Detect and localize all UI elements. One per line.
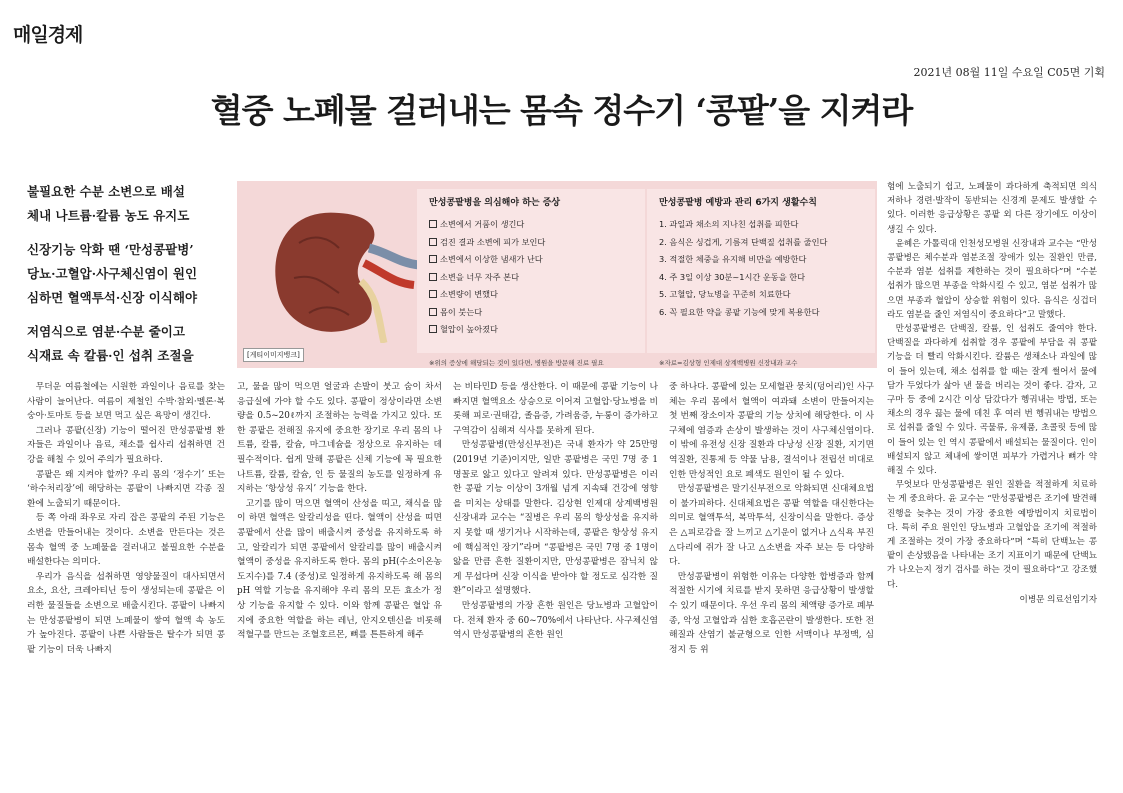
kidney-illustration	[269, 203, 419, 343]
symptom-item: 혈압이 높아졌다	[429, 321, 645, 339]
paragraph: 중 하나다. 콩팥에 있는 모세혈관 뭉치(덩어리)인 사구체는 우리 몸에서 혈액이 여과돼 소변이 만들어지는 첫 번째 장소이자 콩팥의 기능 상치에 해당한다. 이 사구체에 염증과 손상이 발생하는 것이 사구체신염이다. 이 밖에 유전성 신장 질환과 다낭성 신장 질환, 지기면역질환, 진통제 등 약물 남용, 결석이나 전립선 비대로 인한 만성적인 요로 폐색도 원인이 될 수 있다.	[669, 382, 874, 480]
paragraph: 고, 물을 많이 먹으면 얼굴과 손발이 붓고 숨이 차서 응급실에 가야 할 수도 있다. 콩팥이 정상이라면 소변량을 0.5~20ℓ까지 조절하는 능력을 가지고 있다. 또한 콩팥은 전해질 유지에 중요한 장기로 우리 몸의 나트륨, 칼륨, 칼슘, 마그네슘을 정상으로 유지하는 데 필수적이다. 쉽게 말해 콩팥은 신체 기능에 꼭 필요한 나트륨, 칼륨, 칼슘, 인 등 물질의 농도를 일정하게 유지하는 ‘항상성 유지’ 기능을 한다.	[237, 382, 442, 495]
subhead-group-1	[27, 180, 227, 228]
subheads	[27, 180, 227, 378]
symptom-item: 소변을 너무 자주 본다	[429, 269, 645, 287]
subhead-line: 저염식으로 염분·수분 줄이고	[27, 324, 185, 339]
headline: 혈중 노폐물 걸러내는 몸속 정수기 ‘콩팥’을 지켜라	[210, 91, 913, 130]
newspaper-logo: 매일경제	[13, 24, 83, 46]
paragraph: 만성콩팥병은 단백질, 칼륨, 인 섭취도 줄여야 한다. 단백질을 과다하게 섭취할 경우 콩팥에 부담을 줘 콩팥 기능을 더 빨리 악화시킨다. 칼륨은 생채소나 과일에 많이 들어 있는데, 채소 섭취를 할 때는 잘게 썰어서 물에 담가 두었다가 삶아 낸 물을 버리는 것이 좋다. 감자, 고구마 등 중에 2시간 이상 담갔다가 헹궈내는 방법, 또는 채소의 경우 끓는 물에 데친 후 여러 번 헹궈내는 방법으로 섭취를 줄일 수 있다. 곡물류, 유제품, 초콜릿 등에 많이 들어 있는 인 역시 콩팥에서 배설되는 물질이다. 인이 배설되지 않고 체내에 쌓이면 피부가 가렵거나 뼈가 약해질 수 있다.	[887, 324, 1097, 477]
paragraph: 무더운 여름철에는 시원한 과일이나 음료를 찾는 사람이 늘어난다. 여름이 제철인 수박·참외·멜론·복숭아·토마토 등을 보면 먹고 싶은 욕망이 생긴다.	[27, 382, 225, 422]
paragraph: 무엇보다 만성콩팥병은 원인 질환을 적절하게 치료하는 게 중요하다. 윤 교수는 “만성콩팥병은 조기에 발견해 진행을 늦추는 것이 가장 중요한 예방법이지 치료법이다. 특히 주요 원인인 당뇨병과 고혈압을 조기에 적절하게 조절하는 것이 가장 중요하다”며 “특히 단백뇨는 콩팥이 손상됐음을 나타내는 조기 지표이기 때문에 단백뇨가 나오는지 정기 검사를 하는 것이 필요하다”고 강조했다.	[887, 480, 1097, 590]
subhead-line: 신장기능 악화 땐 ‘만성콩팥병’	[27, 242, 194, 257]
paragraph: 고기를 많이 먹으면 혈액이 산성을 띠고, 채식을 많이 하면 혈액은 알칼리성을 띤다. 혈액이 산성을 띠면 콩팥에서 산을 많이 배출시켜 중성을 유지하도록 하고, 알칼리가 되면 콩팥에서 알칼리를 많이 배출시켜 혈액이 중성을 유지하도록 한다. 몸의 pH(수소이온농도지수)를 7.4 (중성)로 일정하게 유지하도록 해 몸의 pH 역할 기능을 유지해야 우리 몸의 모든 효소가 정상 기능을 유지할 수 있다. 이와 함께 콩팥은 혈압 유지에 중요한 역할을 하는 레닌, 안지오텐신을 비롯해 적혈구를 만드는 조혈호르몬, 뼈를 튼튼하게 해주	[237, 498, 442, 641]
symptom-item: 소변량이 변했다	[429, 286, 645, 304]
paragraph: 등 쪽 아래 좌우로 자리 잡은 콩팥의 주된 기능은 소변을 만들어내는 것이다. 소변을 만든다는 것은 몸속 혈액 중 노폐물을 걸러내고 불필요한 수분을 배설한다는 의미다.	[27, 513, 225, 568]
symptoms-panel	[417, 189, 645, 367]
rule-item: 6. 꼭 필요한 약을 콩팥 기능에 맞게 복용한다	[659, 306, 820, 317]
symptom-item: 소변에서 거품이 생긴다	[429, 216, 645, 234]
rule-item: 3. 적절한 체중을 유지해 비만을 예방한다	[659, 254, 807, 264]
article-column-4	[669, 380, 874, 657]
paragraph: 콩팥은 왜 지켜야 할까? 우리 몸의 ‘정수기’ 또는 ‘하수처리장’에 해당하는 콩팥이 나빠지면 각종 질환에 노출되기 때문이다.	[27, 469, 225, 509]
checkbox-icon	[429, 325, 437, 333]
symptoms-title: 만성콩팥병을 의심해야 하는 증상	[429, 198, 561, 208]
checkbox-icon	[429, 238, 437, 246]
checkbox-icon	[429, 273, 437, 281]
subhead-line: 심하면 혈액투석·신장 이식해야	[27, 290, 198, 305]
paragraph: 그러나 콩팥(신장) 기능이 떨어진 만성콩팥병 환자들은 과일이나 음료, 채소를 쉽사리 섭취하면 건강을 해칠 수 있어 주의가 필요하다.	[27, 425, 225, 465]
rule-item: 5. 고혈압, 당뇨병을 꾸준히 치료한다	[659, 289, 791, 299]
checkbox-icon	[429, 220, 437, 228]
paragraph: 만성콩팥병은 말기신부전으로 악화되면 신대체요법이 불가피하다. 신대체요법은 콩팥 역할을 대신한다는 의미로 혈액투석, 복막투석, 신장이식을 말한다. 증상은 △피로감을 잘 느끼고 △기운이 없거나 △식욕 부진 △다리에 쥐가 잘 나고 △소변을 자주 보는 등 다양하다.	[669, 484, 874, 568]
rule-item: 2. 음식은 싱겁게, 기름져 단백질 섭취를 줄인다	[659, 236, 828, 247]
paragraph: 만성콩팥병(만성신부전)은 국내 환자가 약 25만명(2019년 기준)이지만, 일반 콩팥병은 국민 7명 중 1명꼴로 앓고 있다고 알려져 있다. 만성콩팥병은 이러한 콩팥 기능 이상이 3개월 넘게 지속돼 건강에 영향을 미치는 상태를 말한다. 김상현 인제대 상계백병원 신장내과 교수는 “질병은 우리 몸의 항상성을 유지하지 못할 때 생기거나 시작하는데, 콩팥은 항상성 유지에 핵심적인 장기”라며 “콩팥병은 국민 7명 중 1명이 앓을 만큼 흔한 질환이지만, 만성콩팥병은 잠닉치 않게 무섭다며 신장 이식을 받아야 할 정도로 심각한 질환”이라고 설명했다.	[453, 440, 658, 597]
article-column-5	[887, 180, 1097, 607]
checkbox-icon	[429, 308, 437, 316]
symptoms-note: ※위의 증상에 해당되는 것이 있다면, 병원을 방문해 진료 필요	[429, 359, 604, 367]
paragraph: 윤혜은 가톨릭대 인천성모병원 신장내과 교수는 “만성콩팥병은 체수분과 염분조절 장애가 있는 질환인 만큼, 수분과 염분 섭취를 제한하는 것이 필요하다”며 “수분 섭취가 많으면 부종을 악화시킬 수 있고, 염분 섭취가 많으면 부종과 혈압이 상승할 위험이 있다. 음식은 싱겁더라도 염분을 줄인 저염식이 중요하다”고 말했다.	[887, 238, 1097, 320]
infographic	[237, 181, 877, 368]
article-column-2	[237, 380, 442, 643]
symptom-item: 검진 결과 소변에 피가 보인다	[429, 234, 645, 252]
image-credit: [게티이미지뱅크]	[243, 348, 304, 362]
subhead-group-2	[27, 238, 227, 310]
symptom-item: 소변에서 이상한 냄새가 난다	[429, 251, 645, 269]
subhead-line: 당뇨·고혈압·사구체신염이 원인	[27, 266, 198, 281]
rule-item: 4. 주 3일 이상 30분~1시간 운동을 한다	[659, 271, 806, 282]
prevention-panel	[647, 189, 875, 367]
dateline: 2021년 08월 11일 수요일 C05면 기획	[913, 66, 1105, 79]
subhead-line: 식재료 속 칼륨·인 섭취 조절을	[27, 348, 194, 363]
symptom-item: 몸이 붓는다	[429, 304, 645, 322]
rule-item: 1. 과일과 채소의 지나친 섭취를 피한다	[659, 219, 799, 229]
byline: 이병문 의료선임기자	[1019, 594, 1097, 605]
article-column-1	[27, 380, 225, 657]
prevention-title: 만성콩팥병 예방과 관리 6가지 생활수칙	[659, 198, 817, 208]
paragraph: 만성콩팥병이 위험한 이유는 다양한 합병증과 함께 적절한 시기에 치료를 받지 못하면 응급상황이 발생할 수 있기 때문이다. 우선 우리 몸의 체액량 증가로 폐부종, 악성 고혈압과 심한 호흡곤란이 발생한다. 또한 전해질과 산염기 불균형으로 인한 서맥이나 부정맥, 심정지 등 위	[669, 571, 874, 655]
paragraph: 만성콩팥병의 가장 흔한 원인은 당뇨병과 고혈압이다. 전체 환자 중 60~70%에서 나타난다. 사구체신염 역시 만성콩팥병의 흔한 원인	[453, 600, 658, 641]
subhead-group-3	[27, 320, 227, 368]
prevention-source: ※자료=김상형 인제대 상계백병원 신장내과 교수	[659, 359, 798, 367]
article-column-3	[453, 380, 658, 643]
checkbox-icon	[429, 290, 437, 298]
paragraph: 험에 노출되기 쉽고, 노폐물이 과다하게 축적되면 의식 저하나 경련·발작이 동반되는 신경계 문제도 발생할 수 있다. 이러한 응급상황은 콩팥 외 다른 장기에도 이상이 생길 수 있다.	[887, 182, 1097, 235]
subhead-line: 체내 나트륨·칼륨 농도 유지도	[27, 208, 190, 223]
paragraph: 는 비타민D 등을 생산한다. 이 때문에 콩팥 기능이 나빠지면 혈액요소 상승으로 이어져 고혈압·당뇨병을 비롯해 피로·권태감, 졸음증, 가려움증, 누룽이 증가하고 구역감이 심해져 식사를 못하게 된다.	[453, 382, 658, 436]
subhead-line: 불필요한 수분 소변으로 배설	[27, 184, 185, 199]
checkbox-icon	[429, 255, 437, 263]
paragraph: 우리가 음식을 섭취하면 영양물질이 대사되면서 요소, 요산, 크레아티닌 등이 생성되는데 콩팥은 이러한 물질들을 소변으로 배출시킨다. 콩팥이 나빠지는 만성콩팥병이 되면 노폐물이 쌓여 혈액 속 농도가 높아진다. 콩팥이 나쁜 사람들은 탈수가 되면 콩팥 기능이 더욱 나빠지	[27, 571, 225, 655]
